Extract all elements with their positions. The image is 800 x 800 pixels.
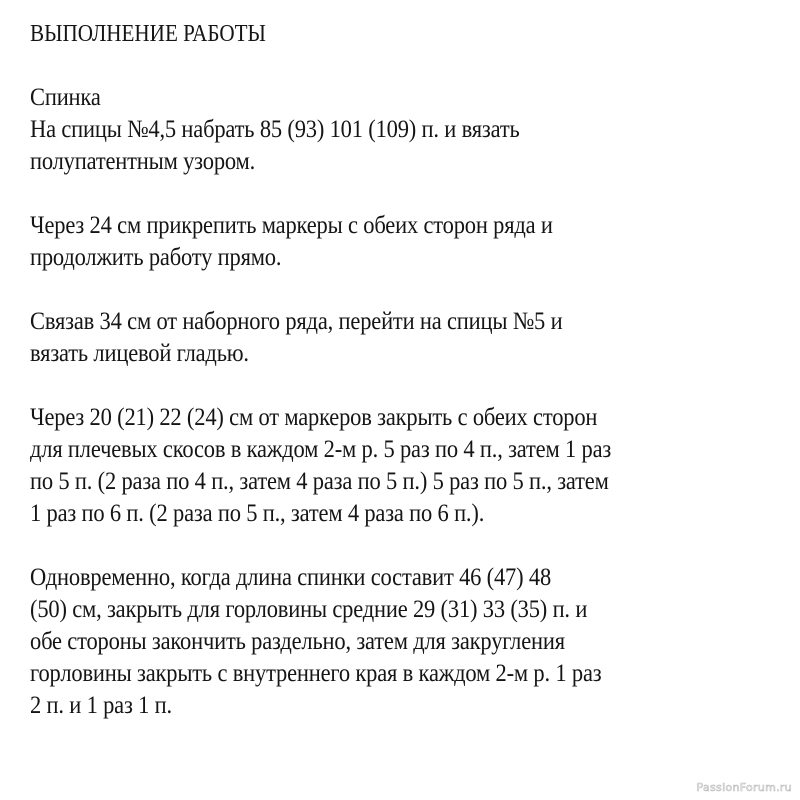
document-page (30, 18, 790, 754)
text-line: Одновременно, когда длина спинки составит 46 (47) 48 (30, 564, 552, 591)
page-title: ВЫПОЛНЕНИЕ РАБОТЫ (30, 21, 266, 47)
text-line: 1 раз по 6 п. (2 раза по 5 п., затем 4 раза по 6 п.). (30, 500, 485, 527)
text-line: вязать лицевой гладью. (30, 340, 249, 367)
text-line: полупатентным узором. (30, 148, 256, 175)
text-line: горловины закрыть с внутреннего края в каждом 2-м р. 1 раз (30, 660, 602, 687)
text-line: Через 24 см прикрепить маркеры с обеих сторон ряда и (30, 212, 553, 239)
text-line: Через 20 (21) 22 (24) см от маркеров закрыть с обеих сторон (30, 404, 598, 431)
text-line: по 5 п. (2 раза по 4 п., затем 4 раза по 5 п.) 5 раз по 5 п., затем (30, 468, 609, 495)
paragraph-stockinette (30, 306, 790, 370)
text-line: (50) см, закрыть для горловины средние 29 (31) 33 (35) п. и (30, 596, 588, 623)
text-line: для плечевых скосов в каждом 2-м р. 5 раз по 4 п., затем 1 раз (30, 436, 612, 463)
text-line: обе стороны закончить раздельно, затем для закругления (30, 628, 565, 655)
paragraph-neckline (30, 562, 790, 722)
watermark: PassionForum.ru (696, 781, 792, 794)
paragraph-cast-on (30, 114, 790, 178)
paragraph-markers (30, 210, 790, 274)
text-line: продолжить работу прямо. (30, 244, 282, 271)
text-line: 2 п. и 1 раз 1 п. (30, 692, 172, 719)
paragraph-shoulders (30, 402, 790, 530)
section-heading: Спинка (30, 84, 101, 111)
text-line: Связав 34 см от наборного ряда, перейти на спицы №5 и (30, 308, 563, 335)
text-line: На спицы №4,5 набрать 85 (93) 101 (109) п. и вязать (30, 116, 520, 143)
